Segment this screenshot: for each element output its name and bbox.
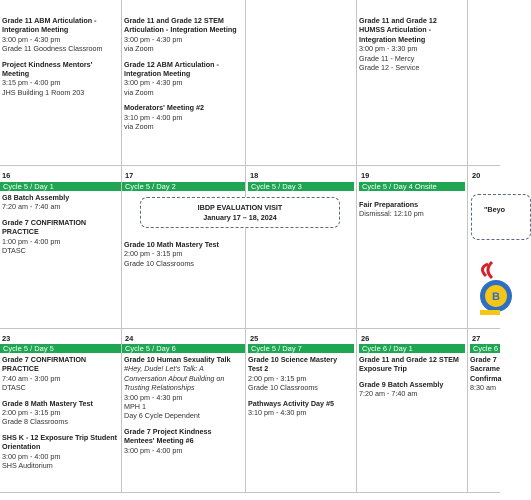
event-time: 3:15 pm - 4:00 pm <box>2 78 61 88</box>
calendar-event[interactable] <box>2 433 118 471</box>
day-number: 16 <box>2 171 11 180</box>
event-title: Grade 10 Math Mastery Test <box>124 240 219 249</box>
event-location: SHS Auditorium <box>2 461 53 471</box>
calendar-event[interactable] <box>248 399 353 418</box>
day-cell[interactable] <box>468 355 508 491</box>
day-cell[interactable] <box>122 240 245 326</box>
event-time: 3:00 pm - 4:30 pm <box>124 392 183 402</box>
day-cell[interactable] <box>357 200 467 326</box>
day-cell[interactable] <box>357 16 467 164</box>
event-title: Grade 11 ABM Articulation - Integration Meeting <box>2 16 97 35</box>
calendar-event[interactable] <box>124 16 242 54</box>
event-time: 3:00 pm - 4:30 pm <box>124 34 183 44</box>
day-number: 24 <box>125 334 134 343</box>
event-location: Grade 10 Classrooms <box>124 258 194 268</box>
day-number: 20 <box>472 171 481 180</box>
event-time: 3:00 pm - 4:30 pm <box>2 34 61 44</box>
event-title: Grade 7 Sacrame Confirma <box>470 355 502 383</box>
grid-line <box>0 165 500 166</box>
event-location: Day 6 Cycle Dependent <box>124 411 200 421</box>
event-title: Grade 10 Science Mastery Test 2 <box>248 355 338 374</box>
event-subtitle: #Hey, Dude! Let's Talk: A Conversation About Building on Trusting Relationships <box>124 364 225 393</box>
cycle-day-bar: Cycle 5 / Day 4 Onsite <box>359 182 465 191</box>
day-cell[interactable] <box>122 16 245 164</box>
quote-text: "Beyo <box>484 205 505 214</box>
event-title: SHS K - 12 Exposure Trip Student Orientation <box>2 432 118 452</box>
day-number: 25 <box>250 334 259 343</box>
calendar-event[interactable] <box>359 355 464 374</box>
event-time: 3:00 pm - 4:00 pm <box>2 451 61 461</box>
calendar-event[interactable] <box>248 355 353 393</box>
event-title: G8 Batch Assembly <box>2 193 70 202</box>
event-title: Pathways Activity Day #5 <box>248 398 335 408</box>
event-location: via Zoom <box>124 44 154 54</box>
event-time: 3:10 pm - 4:30 pm <box>248 408 307 418</box>
event-title: Grade 7 CONFIRMATION PRACTICE <box>2 217 87 237</box>
calendar-event[interactable] <box>124 240 242 268</box>
event-time: 1:00 pm - 4:00 pm <box>2 236 61 246</box>
event-title: Fair Preparations <box>359 200 419 209</box>
cycle-day-bar: Cycle 5 / Day 6 <box>122 344 245 353</box>
day-cell[interactable] <box>0 193 121 326</box>
day-cell[interactable] <box>0 16 121 164</box>
event-location: Grade 11 Goodness Classroom <box>2 44 103 54</box>
calendar-event[interactable] <box>470 355 505 393</box>
cycle-day-bar: Cycle 5 / Day 3 <box>248 182 354 191</box>
day-number: 17 <box>125 171 134 180</box>
event-time: 2:00 pm - 3:15 pm <box>2 408 61 418</box>
event-location: via Zoom <box>124 122 154 132</box>
event-time: 8:30 am <box>470 383 496 393</box>
event-title: Grade 11 and Grade 12 STEM Exposure Trip <box>359 355 459 374</box>
calendar-event[interactable] <box>124 355 242 421</box>
event-title: Grade 8 Math Mastery Test <box>2 398 93 408</box>
event-time: 3:00 pm - 4:30 pm <box>124 78 183 88</box>
day-cell[interactable] <box>0 355 121 491</box>
day-number: 26 <box>361 334 370 343</box>
cycle-day-bar: Cycle 5 / Day 1 <box>0 182 121 191</box>
calendar-event[interactable] <box>2 16 118 54</box>
calendar-event[interactable] <box>2 193 118 212</box>
event-location: Grade 8 Classrooms <box>2 417 68 427</box>
day-number: 27 <box>472 334 481 343</box>
event-title: Grade 9 Batch Assembly <box>359 379 444 389</box>
event-time: 7:20 am - 7:40 am <box>2 202 61 212</box>
day-number: 18 <box>250 171 259 180</box>
event-time: 3:00 pm - 4:00 pm <box>124 445 183 455</box>
cycle-day-bar: Cycle 6 / Day 1 <box>359 344 465 353</box>
event-title: Grade 11 and Grade 12 STEM Articulation - Integration Meeting <box>124 16 237 35</box>
calendar-event[interactable] <box>359 16 464 72</box>
event-location: JHS Building 1 Room 203 <box>2 87 85 97</box>
calendar-event[interactable] <box>124 60 242 98</box>
calendar-event[interactable] <box>2 399 118 427</box>
grid-line <box>0 328 500 329</box>
day-number: 19 <box>361 171 370 180</box>
ibdp-evaluation-banner[interactable] <box>140 197 340 228</box>
event-time: 7:20 am - 7:40 am <box>359 389 418 399</box>
event-title: Moderators' Meeting #2 <box>124 103 204 113</box>
event-time: 3:00 pm - 3:30 pm <box>359 44 418 54</box>
event-location: DTASC <box>2 246 26 256</box>
day-number: 23 <box>2 334 11 343</box>
day-cell[interactable] <box>246 355 356 491</box>
calendar-event[interactable] <box>2 355 118 393</box>
event-location: Grade 10 Classrooms <box>248 383 318 393</box>
event-location: via Zoom <box>124 87 154 97</box>
grid-line <box>0 492 500 493</box>
calendar-event[interactable] <box>2 60 118 98</box>
quote-banner[interactable] <box>471 194 531 240</box>
event-title: Grade 11 and Grade 12 HUMSS Articulation - Integration Meeting <box>359 16 437 44</box>
banner-dates: January 17 – 18, 2024 <box>203 212 277 222</box>
event-location: DTASC <box>2 383 26 393</box>
event-location: Grade 12 - Service <box>359 63 420 73</box>
banner-title: IBDP EVALUATION VISIT <box>197 203 283 212</box>
cycle-day-bar: Cycle 5 / Day 2 <box>122 182 245 191</box>
cycle-day-bar: Cycle 5 / Day 7 <box>248 344 354 353</box>
cycle-day-bar: Cycle 6 / Day 2 <box>470 344 500 353</box>
event-time: 2:00 pm - 3:15 pm <box>248 373 307 383</box>
svg-text:B: B <box>492 291 500 303</box>
day-cell[interactable] <box>357 355 467 491</box>
event-time: Dismissal: 12:10 pm <box>359 209 424 219</box>
calendar-event[interactable] <box>359 380 464 399</box>
day-cell[interactable] <box>246 16 356 164</box>
event-title: Grade 7 CONFIRMATION PRACTICE <box>2 355 87 374</box>
event-title: Grade 12 ABM Articulation - Integration Meeting <box>124 59 219 79</box>
event-location: MPH 1 <box>124 402 146 412</box>
event-location: Grade 11 - Mercy <box>359 53 415 63</box>
calendar-event[interactable] <box>2 218 118 256</box>
event-time: 2:00 pm - 3:15 pm <box>124 249 183 259</box>
event-title: Grade 7 Project Kindness Mentees' Meeting #6 <box>124 426 212 446</box>
event-title: Project Kindness Mentors' Meeting <box>2 59 93 79</box>
calendar-event[interactable] <box>124 427 242 455</box>
event-title: Grade 10 Human Sexuality Talk <box>124 355 231 364</box>
calendar-event[interactable] <box>124 103 242 131</box>
calendar-event[interactable] <box>359 200 464 219</box>
event-time: 7:40 am - 3:00 pm <box>2 373 61 383</box>
event-time: 3:10 pm - 4:00 pm <box>124 112 183 122</box>
cycle-day-bar: Cycle 5 / Day 5 <box>0 344 121 353</box>
event-logo-image <box>470 258 500 324</box>
day-cell[interactable] <box>122 355 245 491</box>
